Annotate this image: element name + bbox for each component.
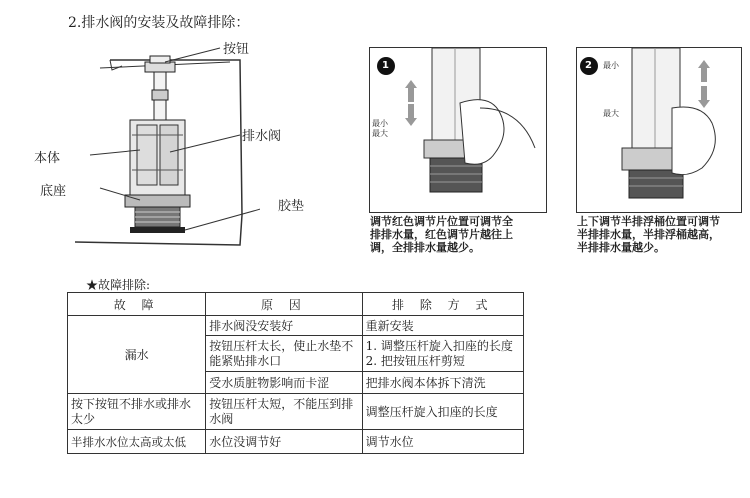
panel1-max-label: 最大 <box>372 129 388 138</box>
cause-cell: 按钮压杆太短，不能压到排水阀 <box>206 394 362 430</box>
label-base: 底座 <box>40 184 67 199</box>
header-fix: 排 除 方 式 <box>362 293 523 316</box>
panel2-caption-line: 半排排水量越少。 <box>577 241 665 254</box>
panel2-caption-line: 上下调节半排浮桶位置可调节 <box>577 215 720 228</box>
table-row <box>68 430 524 454</box>
panel2-caption <box>577 215 720 254</box>
full-flush-adjust-illustration <box>370 48 546 212</box>
cause-cell: 水位没调节好 <box>206 430 362 454</box>
half-flush-adjust-illustration <box>577 48 741 212</box>
cause-cell: 按钮压杆太长，使止水垫不能紧贴排水口 <box>206 336 362 372</box>
table-header-row <box>68 293 524 316</box>
label-valve: 排水阀 <box>242 129 282 144</box>
fault-cell: 半排水水位太高或太低 <box>68 430 206 454</box>
fix-cell: 重新安装 <box>362 316 523 336</box>
table-row <box>68 394 524 430</box>
fix-cell: 把排水阀本体拆下清洗 <box>362 372 523 394</box>
fix-cell: 调节水位 <box>362 430 523 454</box>
label-body: 本体 <box>34 151 61 166</box>
label-button: 按钮 <box>223 42 250 57</box>
fault-cell: 漏水 <box>68 316 206 394</box>
fault-cell: 按下按钮不排水或排水太少 <box>68 394 206 430</box>
fix-cell: 调整压杆旋入扣座的长度 <box>362 394 523 430</box>
cause-cell: 排水阀没安装好 <box>206 316 362 336</box>
adjust-panel-2 <box>576 47 742 213</box>
panel1-number: 1 <box>382 60 389 71</box>
fault-table <box>67 292 524 454</box>
panel1-caption-line: 调节红色调节片位置可调节全 <box>370 215 513 228</box>
label-gasket: 胶垫 <box>278 199 305 214</box>
panel2-max-label: 最大 <box>603 109 619 118</box>
header-fault: 故 障 <box>68 293 206 316</box>
panel1-min-label: 最小 <box>372 119 388 128</box>
cause-cell: 受水质脏物影响而卡涩 <box>206 372 362 394</box>
drain-valve-diagram <box>70 40 260 255</box>
panel1-caption-line: 调，全排排水量越少。 <box>370 241 480 254</box>
fault-section-title: ★故障排除: <box>86 278 151 292</box>
fix-cell: 1. 调整压杆旋入扣座的长度 2. 把按钮压杆剪短 <box>362 336 523 372</box>
panel1-caption <box>370 215 513 254</box>
panel1-caption-line: 排排水量，红色调节片越往上 <box>370 228 513 241</box>
panel2-number: 2 <box>585 60 592 71</box>
adjust-panel-1 <box>369 47 547 213</box>
panel2-min-label: 最小 <box>603 61 619 70</box>
panel2-caption-line: 半排排水量，半排浮桶越高， <box>577 228 720 241</box>
page-title: 2.排水阀的安装及故障排除： <box>68 15 250 31</box>
table-row <box>68 316 524 336</box>
header-cause: 原 因 <box>206 293 362 316</box>
